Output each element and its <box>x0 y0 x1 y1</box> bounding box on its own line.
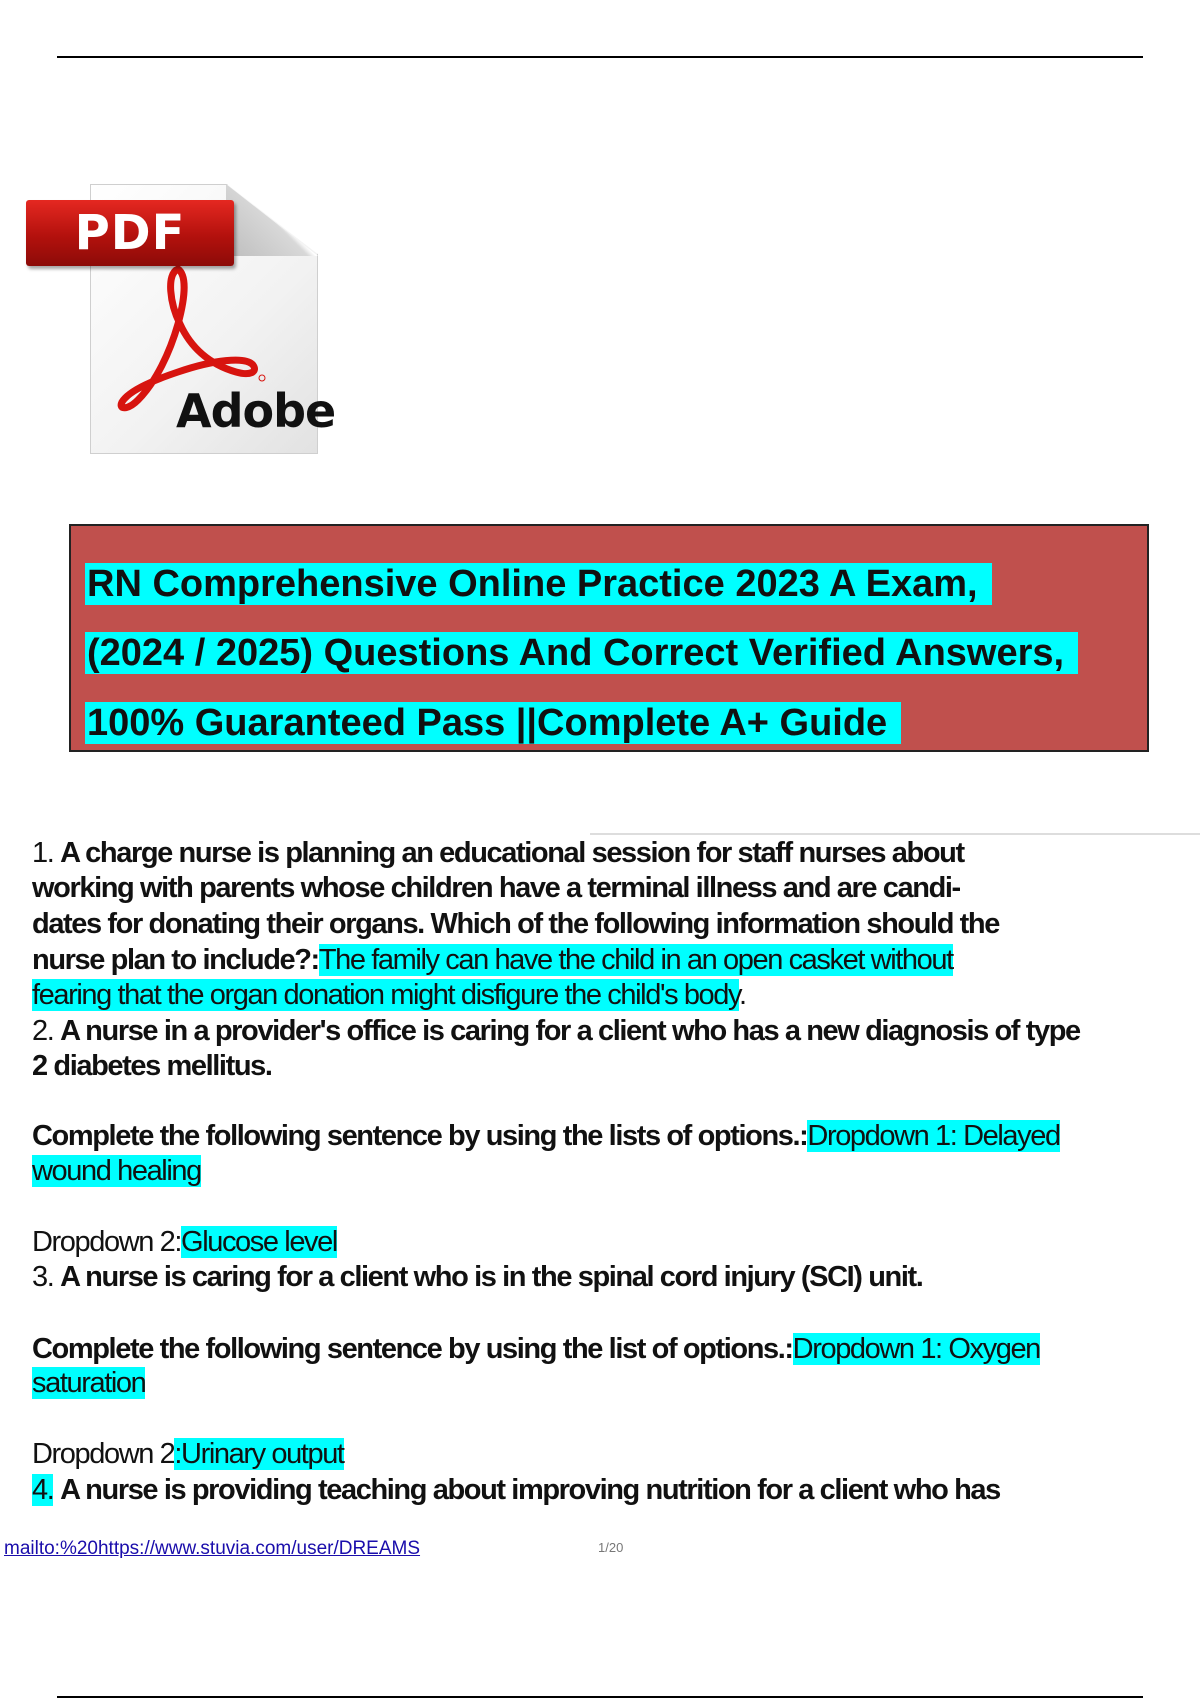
question-3-dropdown-2: Dropdown 2:Urinary output <box>32 1438 344 1470</box>
answer-highlight: wound healing <box>32 1155 201 1187</box>
question-4-line: 4. A nurse is providing teaching about improving nutrition for a client who has <box>32 1474 1000 1506</box>
question-1-line: dates for donating their organs. Which of the following information should the <box>32 908 999 940</box>
title-box <box>69 524 1149 752</box>
question-2-dropdown-2: Dropdown 2:Glucose level <box>32 1226 337 1258</box>
answer-highlight: Dropdown 1: Delayed <box>807 1120 1060 1152</box>
top-rule <box>57 56 1143 58</box>
section-divider <box>590 833 1200 835</box>
answer-highlight: The family can have the child in an open casket without <box>318 944 953 976</box>
bottom-rule <box>57 1696 1143 1698</box>
question-3-line <box>32 1366 145 1400</box>
question-3-prompt: Complete the following sentence by using the list of options.:Dropdown 1: Oxygen <box>32 1333 1040 1365</box>
answer-highlight: fearing that the organ donation might disfigure the child's body <box>32 979 739 1011</box>
answer-highlight: Dropdown 1: Oxygen <box>792 1333 1040 1365</box>
question-2-line <box>32 1154 201 1188</box>
answer-highlight: :Urinary output <box>174 1438 344 1470</box>
question-2-line: 2. A nurse in a provider's office is caring for a client who has a new diagnosis of type <box>32 1015 1080 1047</box>
answer-highlight: saturation <box>32 1367 146 1399</box>
footer-profile-link[interactable]: mailto:%20https://www.stuvia.com/user/DREAMS <box>4 1538 421 1559</box>
question-1-line: fearing that the organ donation might disfigure the child's body. <box>32 979 746 1011</box>
title-line-1: RN Comprehensive Online Practice 2023 A Exam, <box>85 562 992 606</box>
answer-highlight: Glucose level <box>181 1226 337 1258</box>
pdf-badge: PDF <box>26 200 234 266</box>
pdf-logo <box>26 184 336 456</box>
question-1-line: nurse plan to include?:The family can have the child in an open casket without <box>32 944 953 976</box>
adobe-brand-label: Adobe <box>176 384 336 438</box>
title-line-3: 100% Guaranteed Pass ||Complete A+ Guide <box>85 701 901 745</box>
question-3-line: 3. A nurse is caring for a client who is in the spinal cord injury (SCI) unit. <box>32 1261 923 1293</box>
title-line-2: (2024 / 2025) Questions And Correct Verified Answers, <box>85 631 1078 675</box>
question-2-line: 2 diabetes mellitus. <box>32 1050 272 1082</box>
question-1-line: 1. A charge nurse is planning an educational session for staff nurses about <box>32 837 964 869</box>
page-number: 1/20 <box>598 1540 624 1555</box>
question-1-line: working with parents whose children have a terminal illness and are candi- <box>32 872 960 904</box>
question-2-prompt: Complete the following sentence by using the lists of options.:Dropdown 1: Delayed <box>32 1120 1060 1152</box>
